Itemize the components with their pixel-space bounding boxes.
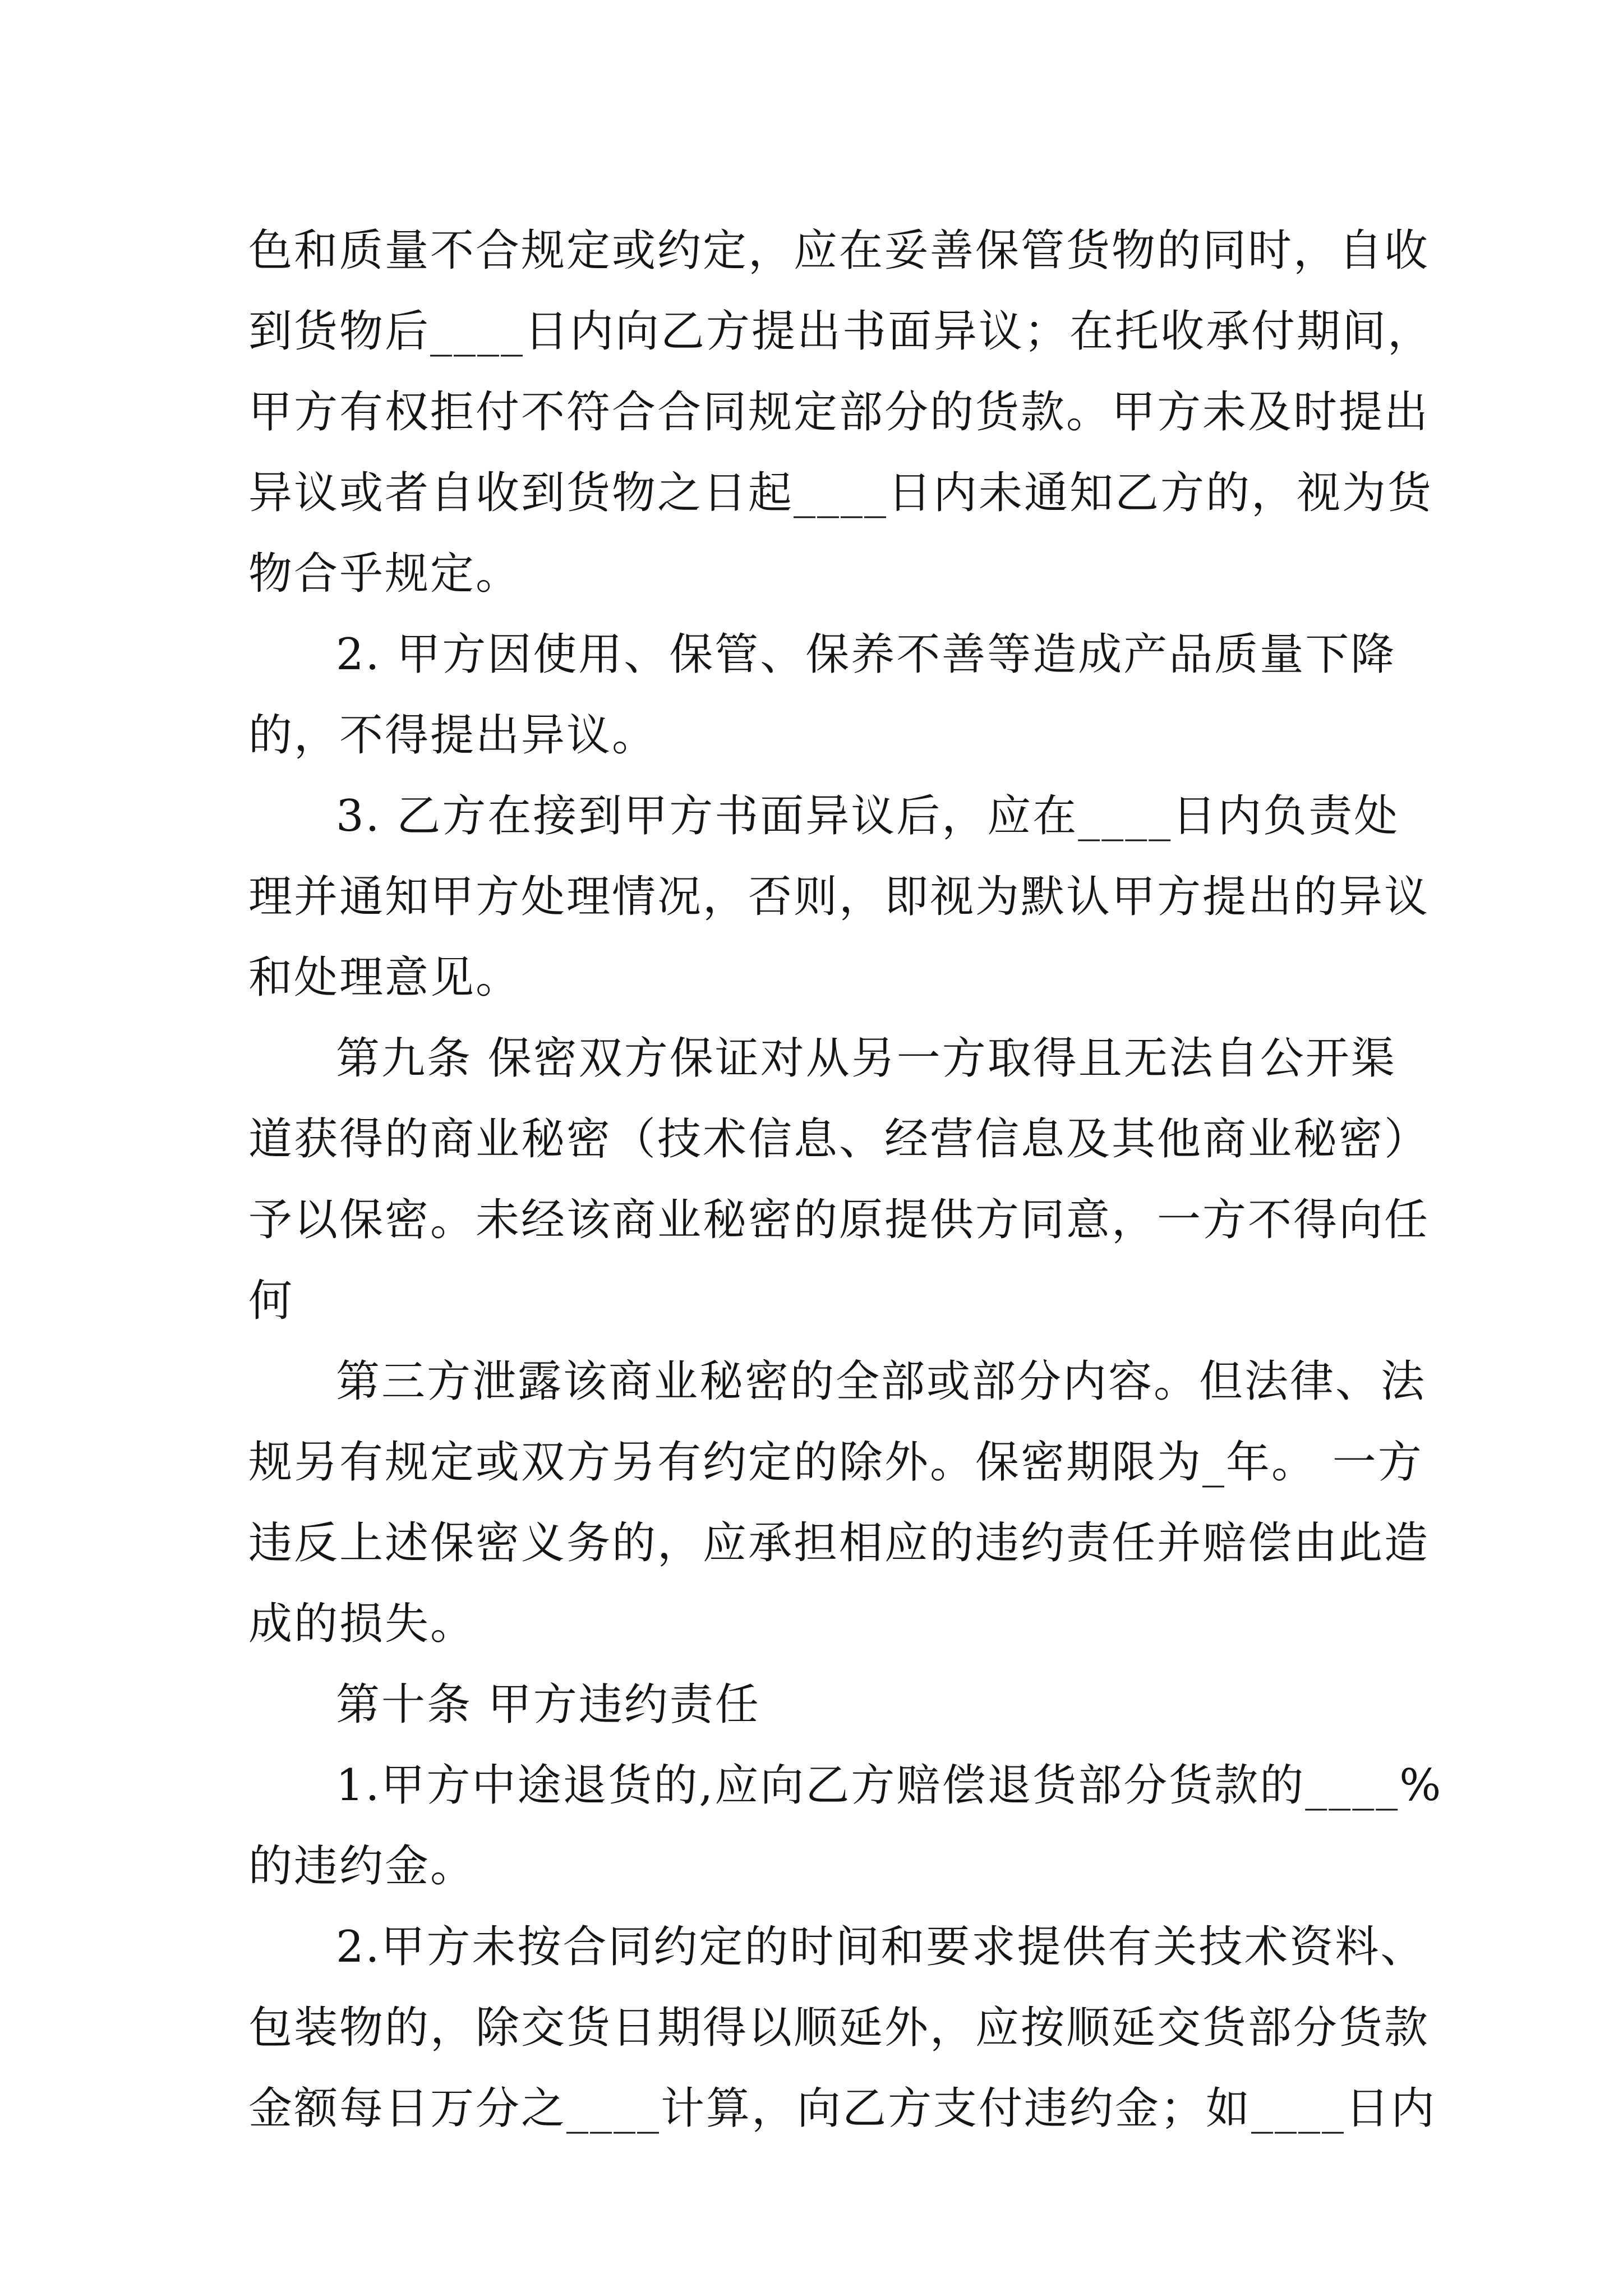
text-line-24: 金额每日万分之____计算，向乙方支付违约金；如____日内 [248, 2083, 1437, 2134]
text-line-12: 道获得的商业秘密（技术信息、经营信息及其他商业秘密） [248, 1114, 1430, 1165]
text-line-9: 理并通知甲方处理情况，否则，即视为默认甲方提出的异议 [248, 872, 1430, 922]
text-line-3: 甲方有权拒付不符合合同规定部分的货款。甲方未及时提出 [248, 387, 1430, 438]
text-line-15: 第三方泄露该商业秘密的全部或部分内容。但法律、法 [336, 1356, 1427, 1407]
text-line-16: 规另有规定或双方另有约定的除外。保密期限为_年。 一方 [248, 1437, 1423, 1488]
text-line-19: 第十条 甲方违约责任 [336, 1680, 760, 1730]
text-line-8: 3. 乙方在接到甲方书面异议后，应在____日内负责处 [336, 791, 1400, 841]
text-line-14: 何 [248, 1276, 294, 1326]
text-line-6: 2. 甲方因使用、保管、保养不善等造成产品质量下降 [336, 629, 1396, 680]
text-line-4: 异议或者自收到货物之日起____日内未通知乙方的，视为货 [248, 468, 1433, 518]
text-line-10: 和处理意见。 [248, 953, 522, 1003]
text-line-22: 2.甲方未按合同约定的时间和要求提供有关技术资料、 [336, 1922, 1426, 1972]
text-line-18: 成的损失。 [248, 1599, 476, 1649]
text-line-17: 违反上述保密义务的，应承担相应的违约责任并赔偿由此造 [248, 1518, 1430, 1568]
text-line-21: 的违约金。 [248, 1841, 476, 1892]
text-line-1: 色和质量不合规定或约定，应在妥善保管货物的同时，自收 [248, 226, 1430, 276]
text-line-11: 第九条 保密双方保证对从另一方取得且无法自公开渠 [336, 1033, 1396, 1084]
text-line-7: 的，不得提出异议。 [248, 710, 658, 761]
text-line-20: 1.甲方中途退货的,应向乙方赔偿退货部分货款的____% [336, 1760, 1443, 1811]
text-line-13: 予以保密。未经该商业秘密的原提供方同意，一方不得向任 [248, 1195, 1430, 1245]
text-line-23: 包装物的，除交货日期得以顺延外，应按顺延交货部分货款 [248, 2003, 1430, 2053]
text-line-2: 到货物后____日内向乙方提出书面异议；在托收承付期间， [248, 306, 1433, 357]
document-body [248, 210, 1443, 2149]
text-line-5: 物合乎规定。 [248, 549, 522, 599]
